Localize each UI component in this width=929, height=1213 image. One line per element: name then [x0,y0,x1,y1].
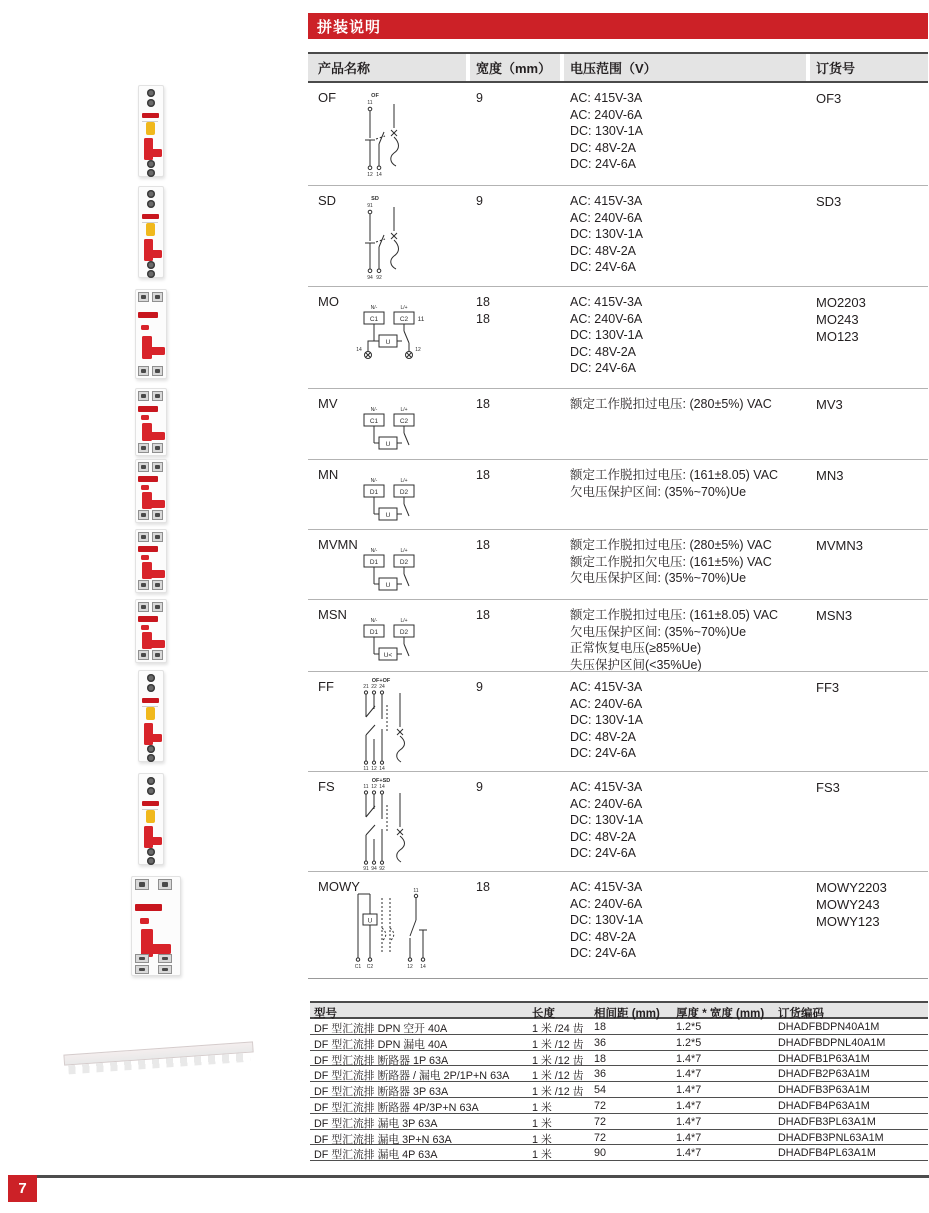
svg-text:14: 14 [376,172,382,178]
order-number: MO243 [816,312,859,327]
voltage-line: AC: 240V-6A [570,210,643,225]
voltage-line: 正常恢复电压(≥85%Ue) [570,641,702,655]
voltage-line: DC: 24V-6A [570,260,637,274]
order-number: MO2203 [816,295,866,310]
width-cell [476,779,483,796]
svg-text:14: 14 [356,347,362,353]
svg-text:12: 12 [371,766,377,771]
svg-text:U: U [385,441,391,448]
svg-text:12: 12 [415,347,421,353]
product-name: FS [318,779,335,794]
product-photo-MOWY [131,876,181,976]
voltage-line: 欠电压保护区间: (35%~70%)Ue [570,624,747,639]
width-value: 18 [476,608,490,622]
voltage-cell [570,467,778,500]
svg-text:91: 91 [367,203,373,209]
svg-text:C1: C1 [354,964,362,970]
voltage-line: DC: 48V-2A [570,929,637,944]
width-value: 18 [476,538,490,552]
busbar-cell: 18 [594,1052,607,1065]
voltage-line: DC: 48V-2A [570,729,637,744]
busbar-cell: 1 米 /12 齿 [532,1038,584,1051]
schematic-cell [352,301,444,370]
busbar-table-header [310,1001,928,1019]
product-photo-MN [135,459,167,523]
busbar-row [310,1098,928,1114]
order-cell [816,779,840,796]
width-value: 18 [476,397,490,411]
svg-text:D1: D1 [369,489,379,496]
busbar-col-header: 长度 [532,1008,555,1020]
svg-text:U: U [385,339,391,346]
busbar-cell: 1 米 /12 齿 [532,1054,584,1067]
voltage-cell [570,679,643,762]
svg-text:N/-: N/- [370,478,378,484]
width-value: 18 [476,295,490,309]
voltage-line: AC: 415V-3A [570,91,643,105]
voltage-line: DC: 24V-6A [570,846,637,860]
schematic-MO [352,301,444,365]
section-title: 拼装说明 [317,18,382,36]
svg-text:14: 14 [379,766,385,771]
busbar-cell: 90 [594,1147,607,1160]
section-banner [308,13,928,39]
assembly-row-MOWY [308,871,928,978]
busbar-col-header: 相间距 (mm) [594,1008,660,1020]
voltage-line: AC: 415V-3A [570,880,643,894]
busbar-row [310,1082,928,1098]
busbar-cell: DHADFB1P63A1M [778,1052,870,1065]
assembly-row-MN [308,459,928,529]
assembly-row-MVMN [308,529,928,599]
busbar-cell: 36 [594,1068,607,1081]
voltage-line: DC: 48V-2A [570,344,637,359]
svg-text:21: 21 [363,684,369,690]
product-photo-MSN [135,599,167,663]
svg-text:11: 11 [417,316,425,323]
busbar-cell: 18 [594,1021,607,1033]
voltage-cell [570,294,643,377]
order-cell [816,396,843,413]
svg-text:D2: D2 [399,629,409,636]
product-photo-SD [138,186,164,278]
svg-text:N/-: N/- [370,618,378,624]
width-cell [476,607,490,624]
assembly-table-header [308,52,928,83]
svg-text:N/-: N/- [370,407,378,413]
svg-text:C1: C1 [369,418,379,425]
assembly-row-SD [308,185,928,286]
busbar-cell: DHADFBDPN40A1M [778,1021,880,1033]
voltage-line: DC: 130V-1A [570,328,643,342]
svg-text:C2: C2 [366,964,374,970]
width-value: 9 [476,680,483,694]
busbar-cell: DF 型汇流排 断路器 / 漏电 2P/1P+N 63A [314,1070,510,1083]
voltage-line: DC: 48V-2A [570,140,637,155]
svg-text:OF+OF: OF+OF [371,678,391,684]
voltage-line: DC: 24V-6A [570,946,637,960]
voltage-line: 欠电压保护区间: (35%~70%)Ue [570,484,747,499]
busbar-cell: DF 型汇流排 漏电 4P 63A [314,1149,438,1162]
product-name: MV [318,396,338,411]
busbar-cell: DF 型汇流排 断路器 3P 63A [314,1086,449,1099]
voltage-line: AC: 415V-3A [570,680,643,694]
busbar-cell: 1.4*7 [676,1115,702,1128]
busbar-cell: DF 型汇流排 漏电 3P 63A [314,1117,438,1130]
svg-text:L/+: L/+ [400,407,408,413]
busbar-cell: DHADFB4PL63A1M [778,1147,876,1160]
order-cell [816,679,839,696]
svg-text:D1: D1 [369,559,379,566]
svg-text:11: 11 [367,100,373,106]
busbar-col-header: 厚度 * 宽度 (mm) [676,1008,765,1020]
product-name: MO [318,294,339,309]
svg-text:U: U [385,582,391,589]
schematic-cell [344,882,444,979]
width-value: 9 [476,91,483,105]
busbar-row [310,1019,928,1035]
svg-text:C1: C1 [369,316,379,323]
assembly-table-body [308,83,928,978]
product-name: FF [318,679,334,694]
order-cell [816,607,852,624]
order-cell [816,193,841,210]
busbar-table-body [310,1019,928,1161]
voltage-cell [570,537,772,587]
assembly-row-OF [308,83,928,185]
width-value: 9 [476,194,483,208]
busbar-row [310,1066,928,1082]
footer-rule [8,1175,929,1178]
schematic-FS [354,775,424,871]
busbar-cell: 1 米 [532,1101,552,1114]
busbar-cell: DF 型汇流排 DPN 空开 40A [314,1023,448,1035]
order-cell [816,90,841,107]
voltage-line: 额定工作脱扣过电压: (280±5%) VAC [570,538,772,552]
busbar-cell: DHADFB3P63A1M [778,1084,870,1097]
busbar-cell: 1.2*5 [676,1021,702,1033]
svg-text:12: 12 [371,784,377,790]
voltage-cell [570,779,643,862]
assembly-row-MO [308,286,928,388]
order-cell [816,879,887,930]
busbar-cell: 1 米 /24 齿 [532,1023,584,1035]
busbar-cell: DF 型汇流排 断路器 4P/3P+N 63A [314,1101,479,1114]
assembly-row-FF [308,671,928,771]
voltage-line: AC: 415V-3A [570,295,643,309]
busbar-cell: 1 米 [532,1149,552,1162]
assembly-row-MV [308,388,928,459]
width-value: 9 [476,780,483,794]
svg-text:SD: SD [371,196,379,202]
svg-text:C2: C2 [399,316,409,323]
assembly-col-header: 订货号 [810,54,928,81]
busbar-cell: DHADFB2P63A1M [778,1068,870,1081]
busbar-cell: 1 米 [532,1133,552,1146]
assembly-row-MSN [308,599,928,671]
svg-text:11: 11 [363,784,369,790]
schematic-cell [354,675,424,776]
busbar-cell: DHADFB4P63A1M [778,1099,870,1112]
product-photo-FF [138,670,164,762]
svg-text:L/+: L/+ [400,478,408,484]
schematic-cell [354,775,424,876]
busbar-cell: DHADFBDPNL40A1M [778,1036,886,1049]
voltage-line: 额定工作脱扣过电压: (280±5%) VAC [570,397,772,411]
schematic-MV [352,403,444,467]
voltage-line: 额定工作脱扣过电压: (161±8.05) VAC [570,468,779,482]
width-value: 18 [476,880,490,894]
product-name: SD [318,193,337,208]
voltage-line: DC: 24V-6A [570,746,637,760]
voltage-line: DC: 130V-1A [570,813,643,827]
assembly-col-header: 电压范围（V） [564,54,806,81]
busbar-cell: 1.4*7 [676,1147,702,1160]
busbar-row [310,1130,928,1146]
svg-text:92: 92 [376,275,382,281]
voltage-line: DC: 48V-2A [570,829,637,844]
svg-text:D2: D2 [399,489,409,496]
order-cell [816,467,843,484]
voltage-line: DC: 24V-6A [570,157,637,171]
voltage-cell [570,396,772,413]
busbar-table [310,1001,928,1161]
order-number: SD3 [816,194,842,209]
order-number: FS3 [816,780,840,795]
busbar-cell: 1.4*7 [676,1068,702,1081]
order-number: MVMN3 [816,538,863,553]
assembly-col-header: 产品名称 [308,54,466,81]
busbar-cell: 1.4*7 [676,1052,702,1065]
svg-text:N/-: N/- [370,548,378,554]
assembly-table [308,52,928,979]
width-cell [476,193,483,210]
voltage-line: DC: 130V-1A [570,713,643,727]
product-photo-MO [135,289,167,379]
product-photo-FS [138,773,164,865]
busbar-cell: 1 米 /12 齿 [532,1086,584,1099]
voltage-line: 欠电压保护区间: (35%~70%)Ue [570,571,747,585]
busbar-cell: DHADFB3PNL63A1M [778,1131,884,1144]
width-value: 18 [476,311,490,326]
busbar-cell: DF 型汇流排 DPN 漏电 40A [314,1038,448,1051]
width-cell [476,879,490,896]
page-number-badge [8,1175,37,1202]
schematic-OF [354,88,418,180]
svg-text:22: 22 [371,684,377,690]
svg-text:U: U [367,917,373,925]
product-name: MN [318,467,339,482]
busbar-cell: 54 [594,1084,607,1097]
svg-text:U: U [385,512,391,519]
svg-text:L/+: L/+ [400,548,408,554]
svg-text:U<: U< [383,652,393,659]
svg-text:24: 24 [379,684,385,690]
voltage-line: AC: 240V-6A [570,311,643,326]
busbar-col-header: 订货编码 [778,1008,824,1020]
width-cell [476,90,483,107]
order-number: MOWY2203 [816,880,887,895]
svg-text:11: 11 [363,766,369,771]
voltage-line: AC: 240V-6A [570,696,643,711]
svg-text:12: 12 [407,964,413,970]
svg-text:C2: C2 [399,418,409,425]
svg-text:94: 94 [371,866,377,871]
product-photo-MV [135,388,167,456]
busbar-cell: DHADFB3PL63A1M [778,1115,876,1128]
schematic-FF [354,675,424,771]
svg-text:D2: D2 [399,559,409,566]
busbar-cell: 1.2*5 [676,1036,702,1049]
page-number: 7 [18,1180,27,1197]
busbar-cell: 1 米 [532,1117,552,1130]
product-name: MSN [318,607,347,622]
svg-text:11: 11 [413,888,419,894]
schematic-MOWY [344,882,444,974]
voltage-cell [570,193,643,276]
order-number: MOWY243 [816,897,880,912]
order-number: OF3 [816,91,842,106]
width-cell [476,396,490,413]
order-number: MOWY123 [816,914,880,929]
svg-text:91: 91 [363,866,369,871]
order-number: MN3 [816,468,844,483]
assembly-col-header: 宽度（mm） [470,54,560,81]
voltage-cell [570,607,778,673]
busbar-cell: DF 型汇流排 漏电 3P+N 63A [314,1133,452,1146]
busbar-row [310,1035,928,1051]
product-photo-MVMN [135,529,167,593]
busbar-row [310,1114,928,1130]
width-value: 18 [476,468,490,482]
svg-text:OF+SD: OF+SD [371,778,391,784]
voltage-line: DC: 130V-1A [570,124,643,138]
voltage-line: 额定工作脱扣欠电压: (161±5%) VAC [570,554,772,569]
voltage-line: AC: 240V-6A [570,107,643,122]
svg-text:14: 14 [379,784,385,790]
order-number: FF3 [816,680,840,695]
busbar-cell: 1.4*7 [676,1131,702,1144]
width-cell [476,679,483,696]
voltage-line: AC: 240V-6A [570,796,643,811]
schematic-cell [354,191,418,288]
busbar-col-header: 型号 [314,1008,337,1020]
busbar-cell: DF 型汇流排 断路器 1P 63A [314,1054,449,1067]
svg-text:L/+: L/+ [400,305,408,311]
schematic-SD [354,191,418,283]
voltage-cell [570,90,643,173]
order-number: MO123 [816,329,859,344]
voltage-line: DC: 130V-1A [570,913,643,927]
svg-text:12: 12 [367,172,373,178]
busbar-cell: 1 米 /12 齿 [532,1070,584,1083]
width-cell [476,537,490,554]
svg-text:92: 92 [379,866,385,871]
voltage-line: AC: 240V-6A [570,896,643,911]
busbar-cell: 1.4*7 [676,1084,702,1097]
width-cell [476,294,490,327]
order-cell [816,294,866,345]
svg-text:L/+: L/+ [400,618,408,624]
svg-text:N/-: N/- [370,305,378,311]
assembly-row-FS [308,771,928,871]
svg-text:14: 14 [420,964,426,970]
product-photo-busbar [63,1041,254,1078]
schematic-cell [354,88,418,185]
voltage-cell [570,879,643,962]
order-number: MSN3 [816,608,853,623]
product-name: OF [318,90,337,105]
width-cell [476,467,490,484]
schematic-MSN [352,614,444,678]
busbar-row [310,1051,928,1067]
order-cell [816,537,863,554]
product-name: MOWY [318,879,360,894]
svg-text:OF: OF [371,93,379,99]
busbar-cell: 1.4*7 [676,1099,702,1112]
voltage-line: 额定工作脱扣过电压: (161±8.05) VAC [570,608,779,622]
svg-text:94: 94 [367,275,373,281]
busbar-cell: 72 [594,1131,607,1144]
voltage-line: DC: 24V-6A [570,361,637,375]
voltage-line: AC: 415V-3A [570,780,643,794]
busbar-row [310,1145,928,1161]
busbar-cell: 72 [594,1099,607,1112]
voltage-line: AC: 415V-3A [570,194,643,208]
product-name: MVMN [318,537,358,552]
voltage-line: 失压保护区间(<35%Ue) [570,657,702,672]
busbar-cell: 72 [594,1115,607,1128]
voltage-line: DC: 130V-1A [570,227,643,241]
product-photo-OF [138,85,164,177]
svg-text:D1: D1 [369,629,379,636]
busbar-cell: 36 [594,1036,607,1049]
voltage-line: DC: 48V-2A [570,243,637,258]
order-number: MV3 [816,397,843,412]
